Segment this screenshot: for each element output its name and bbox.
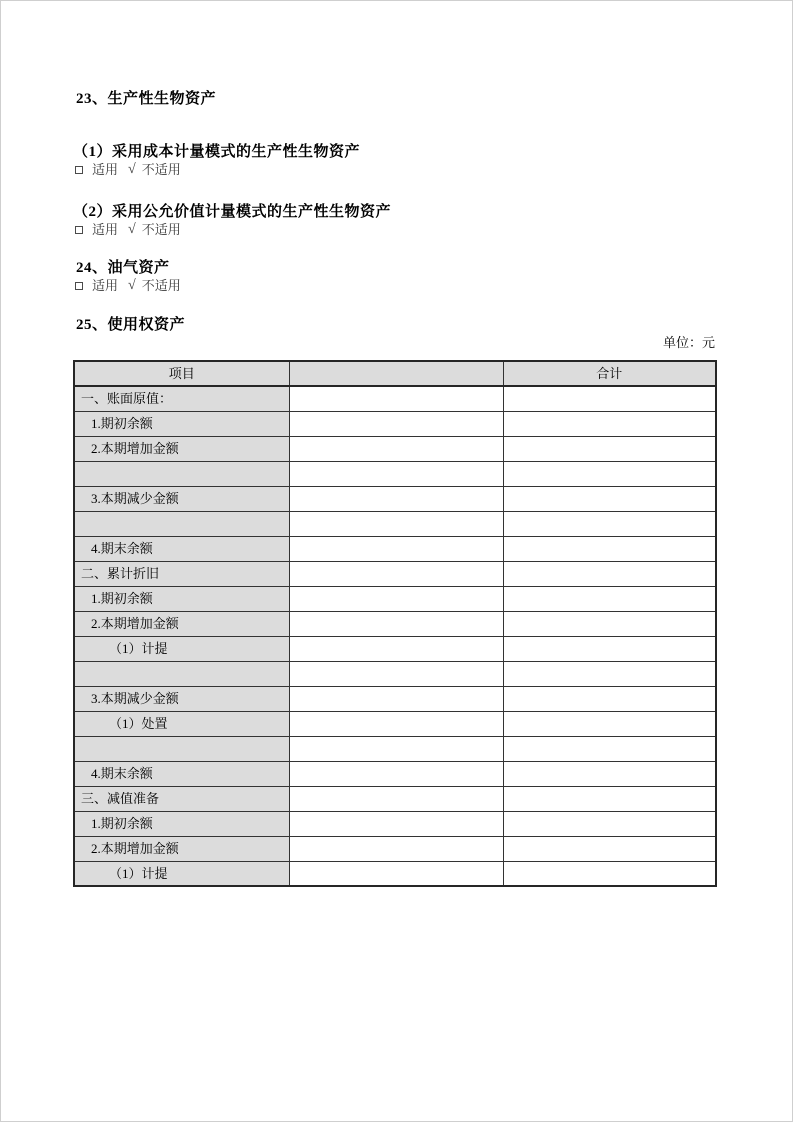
row-label-cell: 2.本期增加金额 [74,436,289,461]
not-applicable-label: 不适用 [141,222,181,237]
row-total-cell [503,561,716,586]
row-label-cell: 3.本期减少金额 [74,686,289,711]
row-total-cell [503,836,716,861]
row-total-cell [503,461,716,486]
column-header-item: 项目 [74,361,289,386]
section-25-heading: 25、使用权资产 [76,317,186,333]
not-applicable-label: 不适用 [141,162,181,177]
applicable-label: 适用 [92,222,119,237]
row-label-cell: 3.本期减少金额 [74,486,289,511]
row-label-cell: 2.本期增加金额 [74,611,289,636]
row-value-cell [289,686,503,711]
row-value-cell [289,861,503,886]
table-row [74,736,716,761]
row-value-cell [289,386,503,411]
section-23-2-heading: （2）采用公允价值计量模式的生产性生物资产 [73,204,392,220]
row-value-cell [289,586,503,611]
row-label-cell: （1）计提 [74,861,289,886]
row-total-cell [503,611,716,636]
row-label-cell [74,461,289,486]
page-content [73,89,715,887]
row-label-cell: 1.期初余额 [74,586,289,611]
applicable-label: 适用 [92,278,119,293]
row-label-cell: 4.期末余额 [74,536,289,561]
row-value-cell [289,561,503,586]
row-total-cell [503,386,716,411]
row-value-cell [289,761,503,786]
table-row [74,611,716,636]
table-row [74,411,716,436]
row-value-cell [289,811,503,836]
column-header-middle [289,361,503,386]
row-value-cell [289,736,503,761]
table-row [74,786,716,811]
row-label-cell [74,511,289,536]
table-header [74,361,716,386]
row-label-cell [74,661,289,686]
unit-label: 单位：元 [662,335,715,350]
row-value-cell [289,636,503,661]
row-value-cell [289,486,503,511]
row-total-cell [503,636,716,661]
right-of-use-assets-table [73,360,717,887]
row-label-cell: 2.本期增加金额 [74,836,289,861]
row-total-cell [503,736,716,761]
row-total-cell [503,486,716,511]
check-mark-icon: √ [128,222,136,237]
table-row [74,686,716,711]
row-value-cell [289,786,503,811]
table-row [74,711,716,736]
table-row [74,436,716,461]
table-body [74,386,716,886]
row-value-cell [289,661,503,686]
table-row [74,461,716,486]
table-row [74,511,716,536]
checkbox-icon [75,166,83,174]
table-row [74,811,716,836]
row-total-cell [503,536,716,561]
table-row [74,586,716,611]
row-value-cell [289,436,503,461]
row-value-cell [289,611,503,636]
table-row [74,561,716,586]
row-label-cell [74,736,289,761]
row-total-cell [503,586,716,611]
row-value-cell [289,511,503,536]
row-total-cell [503,761,716,786]
row-total-cell [503,411,716,436]
not-applicable-label: 不适用 [141,278,181,293]
row-total-cell [503,811,716,836]
section-23-1-heading: （1）采用成本计量模式的生产性生物资产 [73,144,361,160]
row-label-cell: 1.期初余额 [74,411,289,436]
row-total-cell [503,786,716,811]
row-value-cell [289,461,503,486]
applicability-line-24 [75,278,715,294]
table-row [74,836,716,861]
checkbox-icon [75,282,83,290]
applicability-line-23-1 [75,162,715,178]
row-total-cell [503,861,716,886]
row-value-cell [289,411,503,436]
table-row [74,636,716,661]
row-label-cell: 4.期末余额 [74,761,289,786]
applicable-label: 适用 [92,162,119,177]
row-label-cell: 三、减值准备 [74,786,289,811]
row-total-cell [503,661,716,686]
row-value-cell [289,836,503,861]
table-row [74,861,716,886]
row-total-cell [503,511,716,536]
table-row [74,761,716,786]
table-row [74,661,716,686]
row-value-cell [289,711,503,736]
row-label-cell: （1）处置 [74,711,289,736]
row-label-cell: （1）计提 [74,636,289,661]
row-label-cell: 二、累计折旧 [74,561,289,586]
checkbox-icon [75,226,83,234]
row-total-cell [503,436,716,461]
section-23-heading: 23、生产性生物资产 [76,91,217,107]
row-label-cell: 一、账面原值： [74,386,289,411]
applicability-line-23-2 [75,222,715,238]
row-total-cell [503,711,716,736]
table-row [74,486,716,511]
row-value-cell [289,536,503,561]
row-label-cell: 1.期初余额 [74,811,289,836]
table-row [74,536,716,561]
table-row [74,386,716,411]
column-header-total: 合计 [503,361,716,386]
check-mark-icon: √ [128,162,136,177]
row-total-cell [503,686,716,711]
section-24-heading: 24、油气资产 [76,260,170,276]
table-header-row [74,361,716,386]
check-mark-icon: √ [128,278,136,293]
